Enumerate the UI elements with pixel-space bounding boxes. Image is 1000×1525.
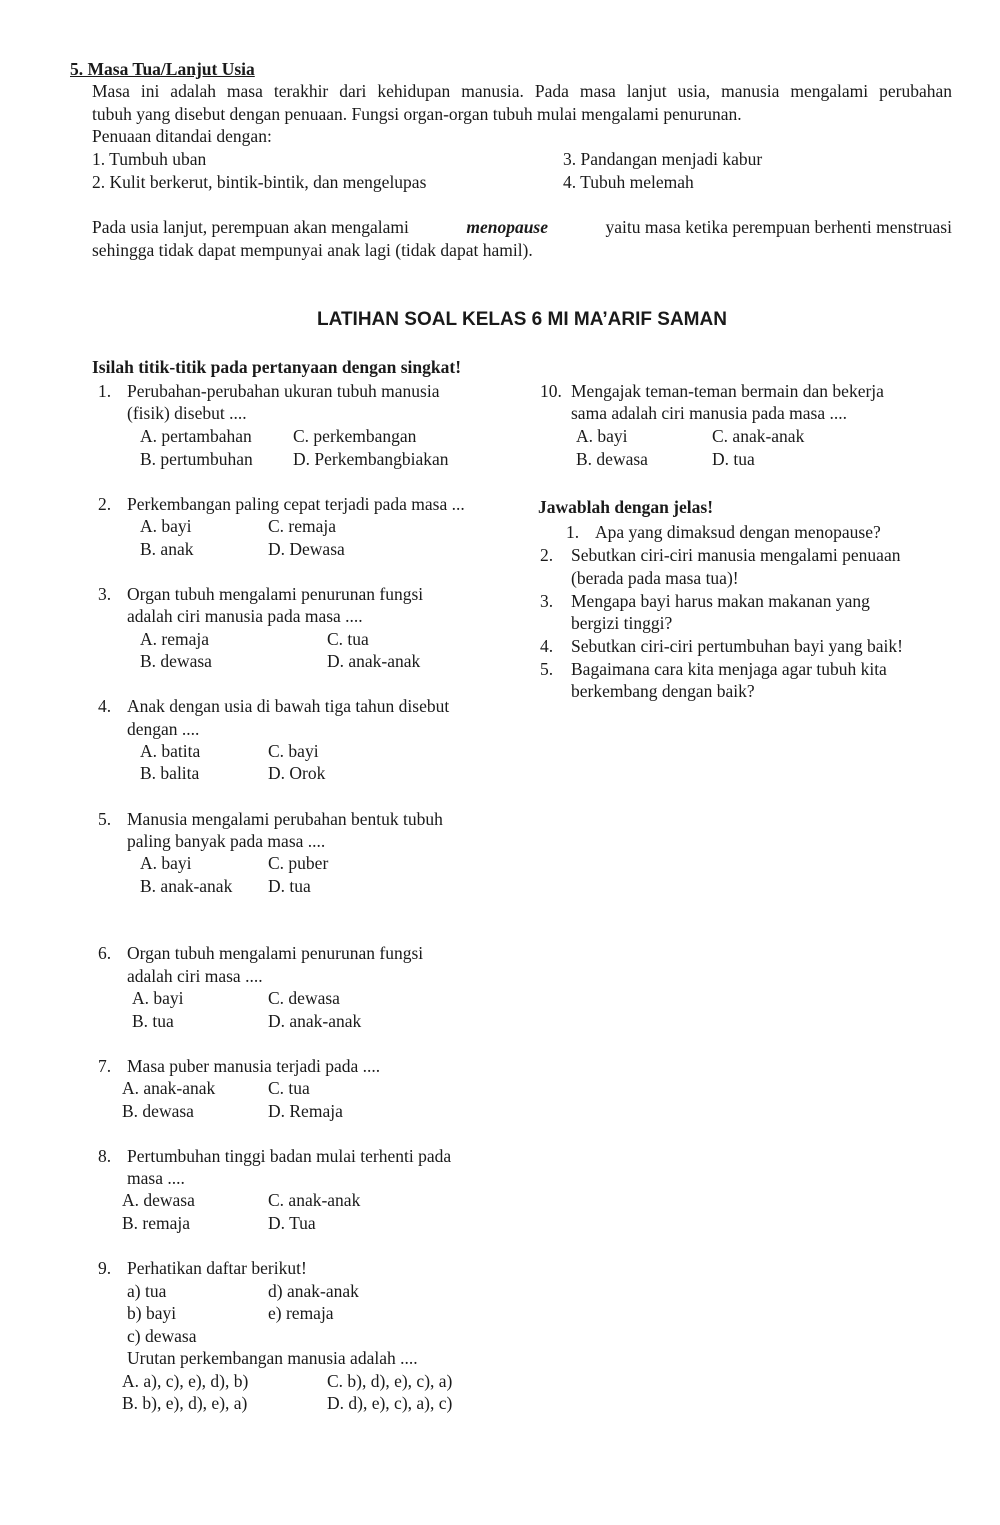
- essay-text: (berada pada masa tua)!: [571, 568, 739, 588]
- question-text: (fisik) disebut ....: [127, 403, 247, 423]
- question-text: Anak dengan usia di bawah tiga tahun disebut: [127, 696, 450, 716]
- essay-number: 5.: [540, 659, 554, 679]
- question-text: Organ tubuh mengalami penurunan fungsi: [127, 584, 424, 604]
- question-text: Perhatikan daftar berikut!: [127, 1258, 307, 1278]
- option: C. puber: [268, 853, 329, 873]
- option: A. batita: [140, 741, 201, 761]
- option: A. bayi: [140, 853, 192, 873]
- option: B. remaja: [122, 1213, 191, 1233]
- essay-number: 3.: [540, 591, 554, 611]
- option: A. remaja: [140, 629, 209, 649]
- option: A. a), c), e), d), b): [122, 1371, 249, 1391]
- list-item: d) anak-anak: [268, 1281, 359, 1301]
- option: C. anak-anak: [268, 1190, 361, 1210]
- option: D. Perkembangbiakan: [293, 449, 449, 469]
- option: B. anak: [140, 539, 194, 559]
- question-text: Pertumbuhan tinggi badan mulai terhenti pada: [127, 1146, 452, 1166]
- question-text: Masa puber manusia terjadi pada ....: [127, 1056, 381, 1076]
- option: B. tua: [132, 1011, 174, 1031]
- question-text: Urutan perkembangan manusia adalah ....: [127, 1348, 418, 1368]
- option: C. tua: [327, 629, 369, 649]
- paragraph-line: sehingga tidak dapat mempunyai anak lagi (tidak dapat hamil).: [92, 240, 533, 260]
- option: D. Tua: [268, 1213, 316, 1233]
- paragraph-line: Penuaan ditandai dengan:: [92, 126, 272, 146]
- question-text: paling banyak pada masa ....: [127, 831, 326, 851]
- essay-number: 2.: [540, 545, 554, 565]
- list-item: c) dewasa: [127, 1326, 197, 1346]
- question-number: 4.: [98, 696, 112, 716]
- question-text: Organ tubuh mengalami penurunan fungsi: [127, 943, 424, 963]
- question-text: dengan ....: [127, 719, 200, 739]
- essay-number: 4.: [540, 636, 554, 656]
- paragraph-line: tubuh yang disebut dengan penuaan. Fungsi organ-organ tubuh mulai mengalami penurunan.: [92, 104, 742, 124]
- option: D. tua: [712, 449, 755, 469]
- option: D. anak-anak: [327, 651, 421, 671]
- option: C. perkembangan: [293, 426, 417, 446]
- essay-text: Sebutkan ciri-ciri manusia mengalami penuaan: [571, 545, 901, 565]
- sign-item: 2. Kulit berkerut, bintik-bintik, dan mengelupas: [92, 172, 427, 192]
- question-number: 2.: [98, 494, 112, 514]
- option: C. b), d), e), c), a): [327, 1371, 453, 1391]
- option: A. pertambahan: [140, 426, 252, 446]
- question-number: 8.: [98, 1146, 112, 1166]
- list-item: e) remaja: [268, 1303, 334, 1323]
- sign-item: 4. Tubuh melemah: [563, 172, 694, 192]
- option: C. tua: [268, 1078, 310, 1098]
- question-number: 1.: [98, 381, 112, 401]
- option: A. bayi: [140, 516, 192, 536]
- option: B. dewasa: [576, 449, 648, 469]
- list-item: b) bayi: [127, 1303, 177, 1323]
- option: D. anak-anak: [268, 1011, 362, 1031]
- question-number: 6.: [98, 943, 112, 963]
- sign-item: 3. Pandangan menjadi kabur: [563, 149, 763, 169]
- question-number: 7.: [98, 1056, 112, 1076]
- question-text: adalah ciri manusia pada masa ....: [127, 606, 363, 626]
- essay-text: Mengapa bayi harus makan makanan yang: [571, 591, 870, 611]
- question-text: masa ....: [127, 1168, 185, 1188]
- option: D. Orok: [268, 763, 326, 783]
- question-text: sama adalah ciri manusia pada masa ....: [571, 403, 848, 423]
- part2-instruction: Jawablah dengan jelas!: [538, 497, 714, 517]
- question-number: 3.: [98, 584, 112, 604]
- option: B. b), e), d), e), a): [122, 1393, 248, 1413]
- option: A. dewasa: [122, 1190, 195, 1210]
- paragraph-line: Masa ini adalah masa terakhir dari kehidupan manusia. Pada masa lanjut usia, manusia mengalami perubahan: [92, 81, 952, 101]
- question-text: Perkembangan paling cepat terjadi pada masa ...: [127, 494, 465, 514]
- question-text: Perubahan-perubahan ukuran tubuh manusia: [127, 381, 440, 401]
- option: A. bayi: [576, 426, 628, 446]
- option: C. dewasa: [268, 988, 340, 1008]
- essay-text: Bagaimana cara kita menjaga agar tubuh kita: [571, 659, 887, 679]
- option: B. pertumbuhan: [140, 449, 253, 469]
- sign-item: 1. Tumbuh uban: [92, 149, 207, 169]
- question-number: 10.: [540, 381, 562, 401]
- question-number: 9.: [98, 1258, 112, 1278]
- essay-number: 1.: [566, 522, 580, 542]
- option: D. Remaja: [268, 1101, 343, 1121]
- question-text: Manusia mengalami perubahan bentuk tubuh: [127, 809, 443, 829]
- option: C. remaja: [268, 516, 337, 536]
- option: B. dewasa: [122, 1101, 194, 1121]
- quiz-title: LATIHAN SOAL KELAS 6 MI MA’ARIF SAMAN: [317, 309, 727, 330]
- question-text: adalah ciri masa ....: [127, 966, 263, 986]
- option: B. balita: [140, 763, 200, 783]
- option: B. anak-anak: [140, 876, 233, 896]
- essay-text: Sebutkan ciri-ciri pertumbuhan bayi yang baik!: [571, 636, 903, 656]
- essay-text: Apa yang dimaksud dengan menopause?: [595, 522, 881, 542]
- section-title: 5. Masa Tua/Lanjut Usia: [70, 59, 255, 79]
- option: B. dewasa: [140, 651, 212, 671]
- question-number: 5.: [98, 809, 112, 829]
- question-text: Mengajak teman-teman bermain dan bekerja: [571, 381, 884, 401]
- part1-instruction: Isilah titik-titik pada pertanyaan dengan singkat!: [92, 357, 462, 377]
- option: D. tua: [268, 876, 311, 896]
- option: D. Dewasa: [268, 539, 345, 559]
- option: A. anak-anak: [122, 1078, 216, 1098]
- menopause-line: [92, 216, 952, 239]
- paragraph-fragment: yaitu masa ketika perempuan berhenti menstruasi: [605, 217, 952, 237]
- menopause-term: menopause: [466, 217, 549, 237]
- option: A. bayi: [132, 988, 184, 1008]
- option: D. d), e), c), a), c): [327, 1393, 453, 1413]
- option: C. anak-anak: [712, 426, 805, 446]
- essay-text: bergizi tinggi?: [571, 613, 673, 633]
- list-item: a) tua: [127, 1281, 167, 1301]
- paragraph-fragment: Pada usia lanjut, perempuan akan mengalami: [92, 217, 409, 237]
- option: C. bayi: [268, 741, 319, 761]
- essay-text: berkembang dengan baik?: [571, 681, 755, 701]
